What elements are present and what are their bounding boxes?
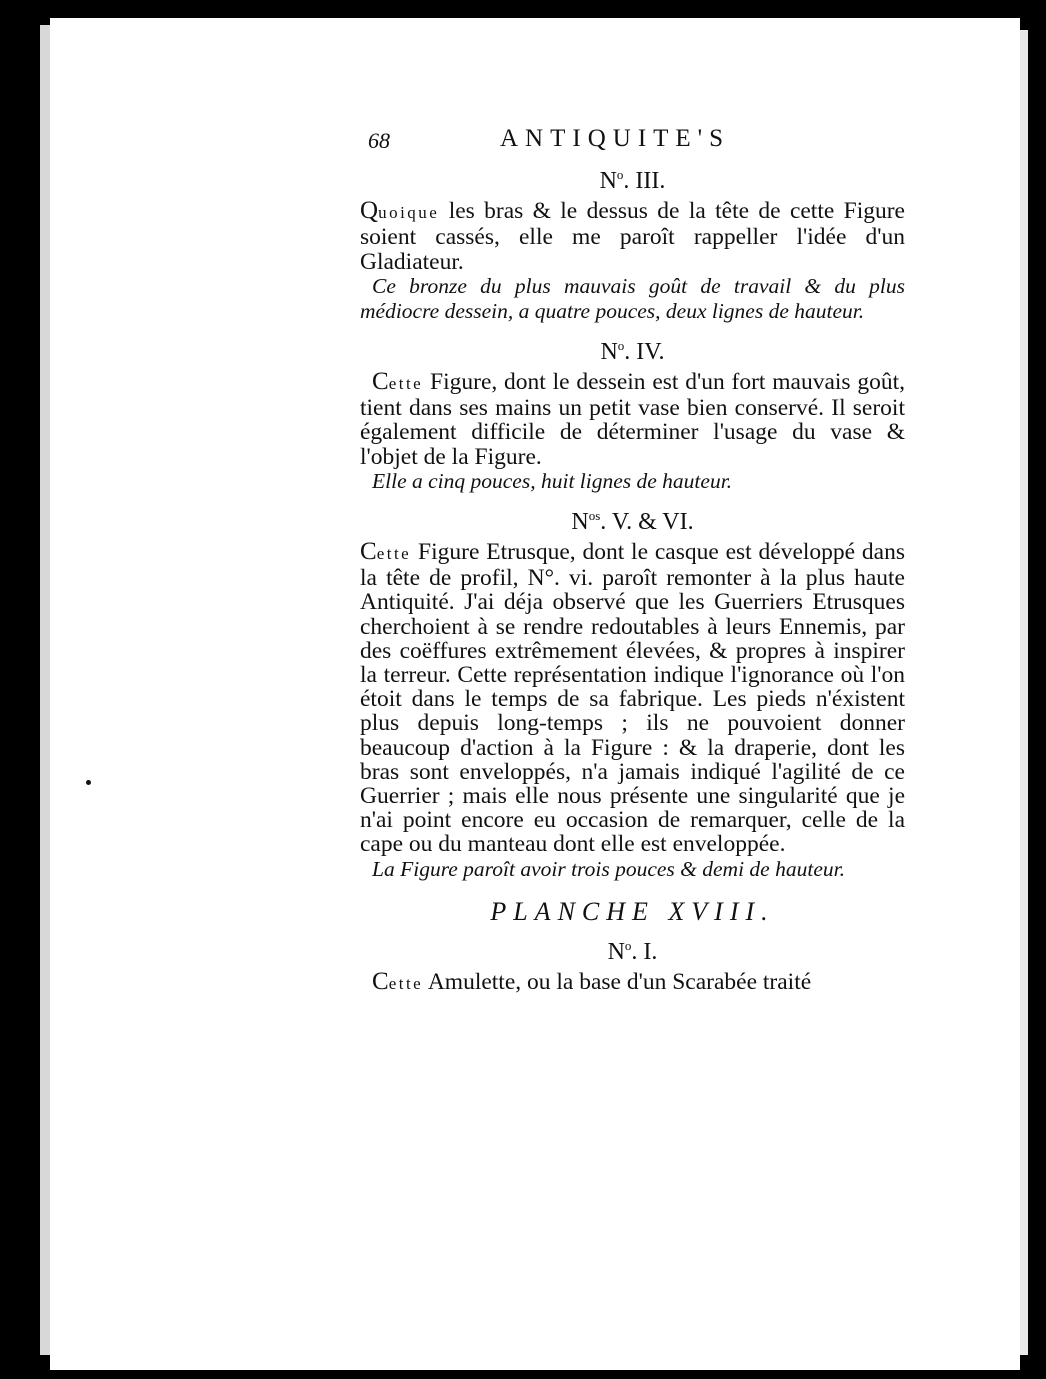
page-edge-right [1020, 30, 1028, 1355]
page-edge-left [40, 25, 50, 1355]
section-paragraph: Quoique les bras & le dessus de la tête de cette Figure soient cassés, elle me paroît rappeller l'idée d'un Gladiateur. [360, 197, 905, 275]
section-note: La Figure paroît avoir trois pouces & demi de hauteur. [372, 856, 845, 881]
section-heading: $N^{os}$. V. & VI. [571, 507, 694, 535]
section-paragraph: Cette Figure, dont le dessein est d'un fort mauvais goût, tient dans ses mains un petit vase bien conservé. Il seroit également difficile de déterminer l'usage du vase & l'objet de la Figure. [360, 368, 905, 470]
section-heading: $N^o$. IV. [600, 337, 665, 365]
running-head [360, 125, 905, 163]
ink-speck [86, 780, 91, 785]
section-paragraph: Cette Figure Etrusque, dont le casque est développé dans la tête de profil, N°. vi. paroît remonter à la plus haute Antiquité. J'ai déja observé que les Guerriers Etrusques cherchoient à se rendre redoutables à leurs Ennemis, par des coëffures extrêmement élevées, & propres à inspirer la terreur. Cette représentation indique l'ignorance où l'on étoit dans le temps de sa fabrique. Les pieds n'éxistent plus depuis long-temps ; ils ne pouvoient donner beaucoup d'action à la Figure : & la draperie, dont les bras sont enveloppés, n'a jamais indiqué l'agilité de ce Guerrier ; mais elle nous présente une singularité que je n'ai point encore eu occasion de remarquer, celle de la cape ou du manteau dont elle est enveloppée. [360, 538, 905, 858]
section-heading: $N^o$. III. [599, 167, 666, 194]
page-number: 68 [368, 128, 390, 153]
section-note: Ce bronze du plus mauvais goût de travail & du plus médiocre dessein, a quatre pouces, deux lignes de hauteur. [360, 273, 905, 323]
section-paragraph: Cette Amulette, ou la base d'un Scarabée traité [372, 968, 812, 996]
plate-heading: PLANCHE XVIII. [490, 896, 775, 926]
page-text [360, 125, 905, 996]
running-title: ANTIQUITE'S [500, 125, 731, 152]
section-heading: $N^o$. I. [607, 937, 658, 965]
section-note: Elle a cinq pouces, huit lignes de hauteur. [372, 468, 733, 493]
